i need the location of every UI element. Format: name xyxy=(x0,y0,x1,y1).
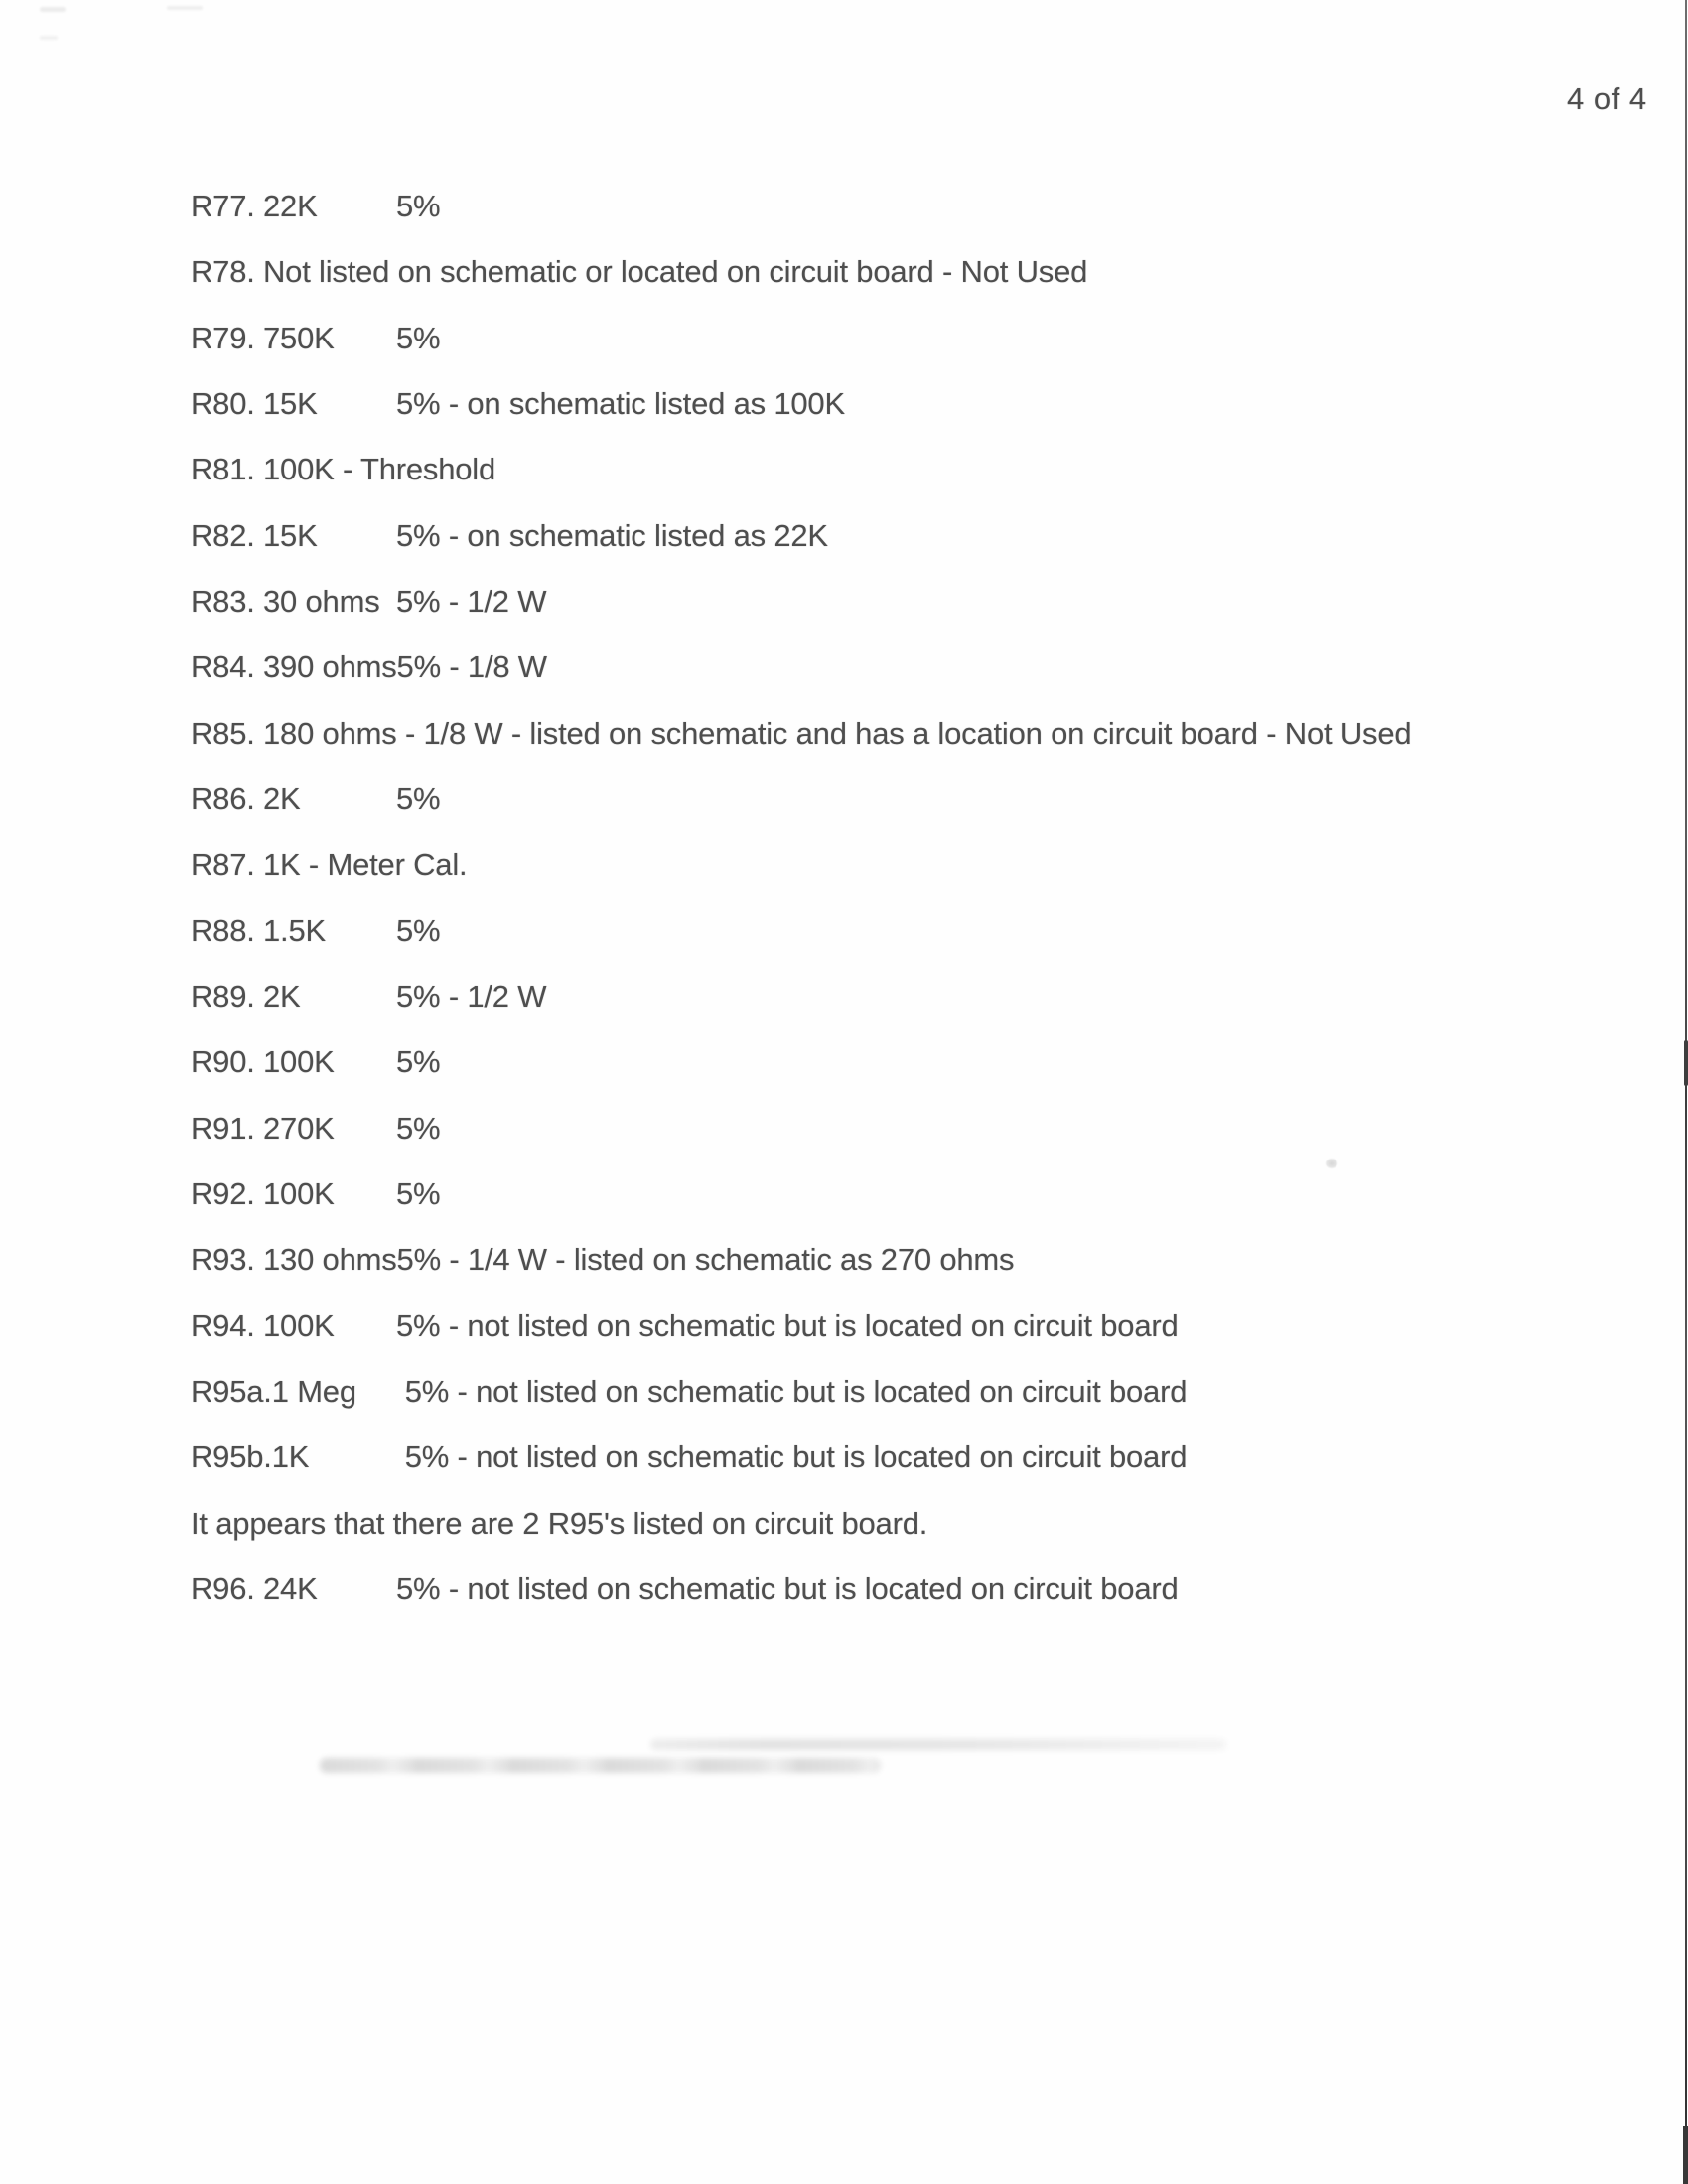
resistor-row xyxy=(191,1242,1521,1307)
resistor-detail: 5% xyxy=(396,1110,441,1146)
resistor-value: 2K xyxy=(263,978,301,1014)
note-row xyxy=(191,1506,1521,1571)
resistor-list xyxy=(191,189,1521,1637)
resistor-row xyxy=(191,321,1521,386)
scan-artifact-edge-knot-bottom xyxy=(1683,2126,1688,2184)
resistor-row xyxy=(191,847,1521,912)
resistor-row xyxy=(191,584,1521,649)
resistor-detail: 5% - not listed on schematic but is located on circuit board xyxy=(396,1570,1179,1606)
resistor-row xyxy=(191,1308,1521,1374)
resistor-row xyxy=(191,649,1521,715)
resistor-description: 180 ohms - 1/8 W - listed on schematic and has a location on circuit board - Not Used xyxy=(263,715,1412,751)
resistor-ref: R88. xyxy=(191,912,255,948)
resistor-value: 130 ohms xyxy=(263,1242,397,1278)
resistor-ref: R80. xyxy=(191,385,255,421)
resistor-ref: R91. xyxy=(191,1110,255,1146)
resistor-ref: R82. xyxy=(191,517,255,553)
resistor-ref: R84. xyxy=(191,649,255,685)
scan-artifact-smudge-top-left-3 xyxy=(40,36,58,40)
resistor-detail: 5% - not listed on schematic but is located on circuit board xyxy=(396,1307,1179,1343)
resistor-ref: R95b. xyxy=(191,1439,272,1475)
scan-artifact-smudge-top-left-2 xyxy=(167,6,203,10)
scan-artifact-ghost-streak-upper xyxy=(650,1739,1226,1750)
resistor-detail: 5% - on schematic listed as 22K xyxy=(396,517,828,553)
resistor-value: 1 Meg xyxy=(271,1373,356,1409)
resistor-row xyxy=(191,979,1521,1044)
resistor-row xyxy=(191,518,1521,584)
resistor-ref: R81. xyxy=(191,452,255,487)
resistor-value: 390 ohms xyxy=(263,649,397,685)
resistor-value: 2K xyxy=(263,780,301,816)
resistor-detail: 5% - 1/4 W - listed on schematic as 270 ohms xyxy=(396,1242,1015,1278)
resistor-value: 30 ohms xyxy=(263,583,380,618)
resistor-detail: 5% xyxy=(396,912,441,948)
resistor-ref: R86. xyxy=(191,780,255,816)
resistor-detail: 5% xyxy=(396,1044,441,1080)
resistor-detail: 5% xyxy=(396,780,441,816)
resistor-row xyxy=(191,716,1521,781)
resistor-row xyxy=(191,452,1521,517)
resistor-row xyxy=(191,1111,1521,1176)
resistor-value: 22K xyxy=(263,189,318,223)
resistor-value: 100K xyxy=(263,1307,335,1343)
scan-artifact-edge-knot-mid xyxy=(1684,1040,1688,1086)
resistor-detail: 5% - 1/8 W xyxy=(396,649,547,685)
page-number: 4 of 4 xyxy=(1567,81,1647,116)
resistor-value: 1.5K xyxy=(263,912,326,948)
resistor-value: 15K xyxy=(263,385,318,421)
resistor-description: Not listed on schematic or located on circuit board - Not Used xyxy=(263,254,1088,290)
resistor-detail: 5% - not listed on schematic but is located on circuit board xyxy=(404,1373,1188,1409)
resistor-row xyxy=(191,1571,1521,1637)
note-text: It appears that there are 2 R95's listed on circuit board. xyxy=(191,1505,928,1541)
resistor-ref: R89. xyxy=(191,978,255,1014)
resistor-ref: R90. xyxy=(191,1044,255,1080)
resistor-row xyxy=(191,1044,1521,1110)
resistor-row xyxy=(191,1439,1521,1505)
resistor-value: 24K xyxy=(263,1570,318,1606)
resistor-row xyxy=(191,1374,1521,1439)
resistor-value: 1K xyxy=(271,1439,310,1475)
resistor-value: 750K xyxy=(263,320,335,355)
resistor-description: 1K - Meter Cal. xyxy=(263,847,468,883)
resistor-row xyxy=(191,1176,1521,1242)
resistor-ref: R96. xyxy=(191,1570,255,1606)
resistor-ref: R92. xyxy=(191,1175,255,1211)
resistor-detail: 5% xyxy=(396,1175,441,1211)
scan-artifact-smudge-top-left-1 xyxy=(40,7,66,12)
scan-artifact-ghost-streak-lower xyxy=(320,1758,881,1773)
resistor-value: 15K xyxy=(263,517,318,553)
resistor-ref: R79. xyxy=(191,320,255,355)
resistor-ref: R77. xyxy=(191,189,255,223)
resistor-detail: 5% - 1/2 W xyxy=(396,583,547,618)
resistor-ref: R94. xyxy=(191,1307,255,1343)
resistor-detail: 5% - not listed on schematic but is located on circuit board xyxy=(404,1439,1188,1475)
resistor-value: 100K xyxy=(263,1175,335,1211)
resistor-value: 100K xyxy=(263,1044,335,1080)
resistor-detail: 5% - 1/2 W xyxy=(396,978,547,1014)
resistor-ref: R87. xyxy=(191,847,255,883)
resistor-row xyxy=(191,386,1521,452)
resistor-row xyxy=(191,781,1521,847)
resistor-ref: R93. xyxy=(191,1242,255,1278)
resistor-ref: R78. xyxy=(191,254,255,290)
resistor-detail: 5% - on schematic listed as 100K xyxy=(396,385,845,421)
resistor-detail: 5% xyxy=(396,189,441,223)
scan-artifact-right-edge-line xyxy=(1685,0,1687,2184)
resistor-row xyxy=(191,254,1521,320)
resistor-ref: R85. xyxy=(191,715,255,751)
resistor-ref: R83. xyxy=(191,583,255,618)
resistor-ref: R95a. xyxy=(191,1373,272,1409)
resistor-row xyxy=(191,189,1521,254)
resistor-detail: 5% xyxy=(396,320,441,355)
resistor-description: 100K - Threshold xyxy=(263,452,496,487)
resistor-value: 270K xyxy=(263,1110,335,1146)
resistor-row xyxy=(191,913,1521,979)
